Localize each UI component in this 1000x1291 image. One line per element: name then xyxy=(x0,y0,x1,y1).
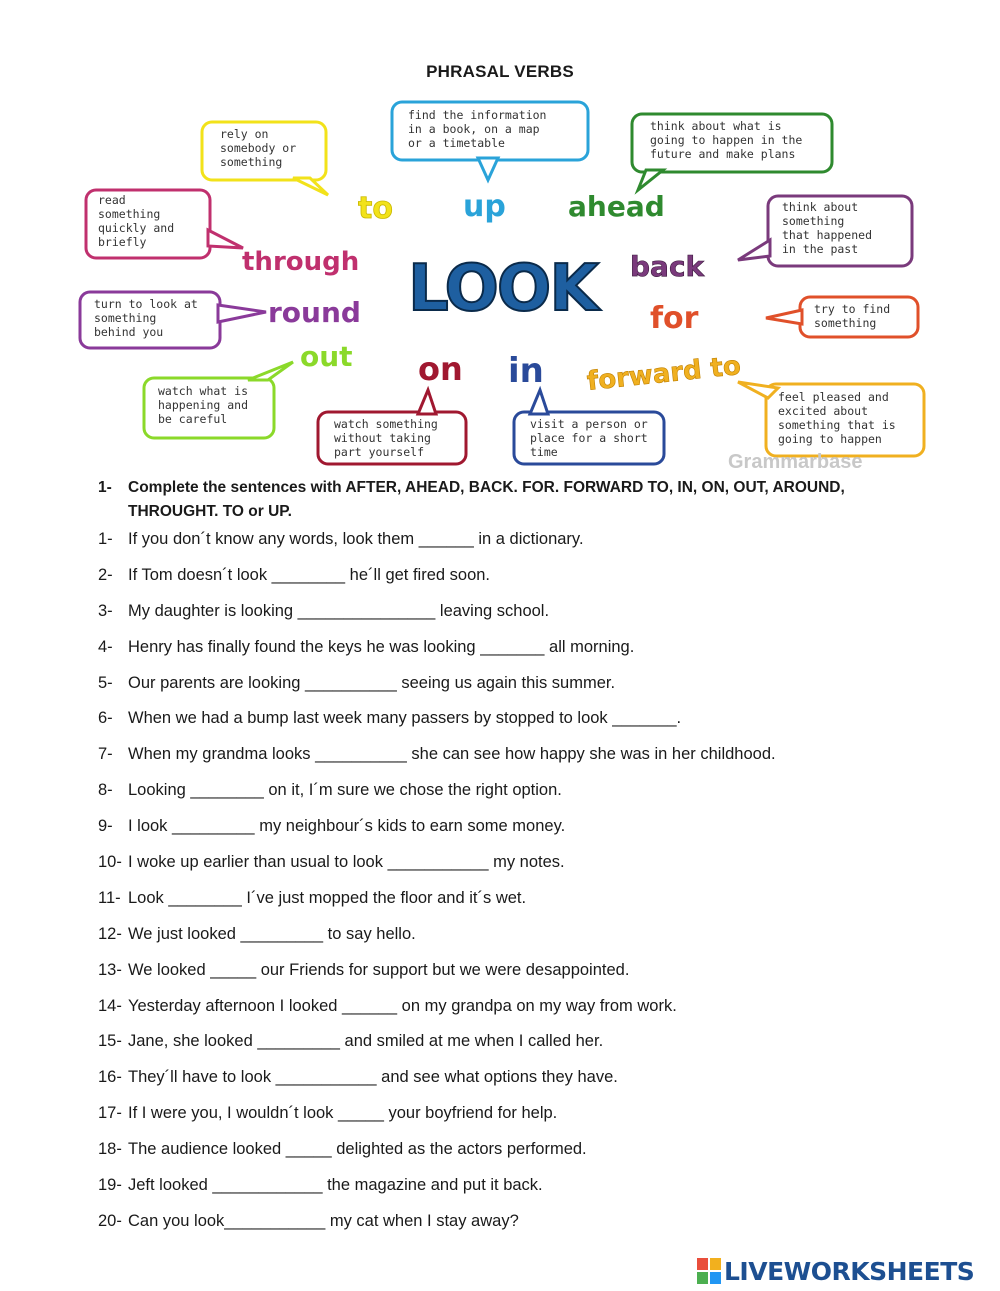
sentence-text: Jane, she looked _________ and smiled at me when I called her. xyxy=(128,1032,604,1051)
bubble-line: find the information xyxy=(408,108,547,122)
definition-bubble-round xyxy=(80,292,266,348)
sentence-text: Our parents are looking __________ seeing us again this summer. xyxy=(128,673,616,692)
sentence-item xyxy=(98,1173,958,1209)
sentence-number: 18- xyxy=(98,1140,122,1159)
sentence-item xyxy=(98,1065,958,1101)
bubble-line: watch something xyxy=(334,417,438,431)
sentence-text: Henry has finally found the keys he was looking _______ all morning. xyxy=(128,637,635,656)
bubble-line: something xyxy=(782,214,845,228)
svg-text:think about what isgoing to ha xyxy=(650,119,802,161)
phrasal-verbs-mindmap xyxy=(78,100,930,473)
sentence-item xyxy=(98,886,958,922)
bubble-line: or a timetable xyxy=(408,136,505,150)
watermark: Grammarbase xyxy=(728,451,863,473)
sentence-item xyxy=(98,527,958,563)
sentence-number: 9- xyxy=(98,817,113,836)
bubble-line: going to happen xyxy=(778,432,882,446)
bubble-line: going to happen in the xyxy=(650,133,803,147)
bubble-line: in the past xyxy=(782,242,859,256)
bubble-line: happening and xyxy=(158,398,249,412)
sentence-number: 12- xyxy=(98,924,122,943)
sentence-number: 6- xyxy=(98,709,113,728)
definition-bubble-up xyxy=(392,102,588,180)
bubble-line: think about what is xyxy=(650,119,782,133)
exercise-instruction xyxy=(98,476,928,524)
instruction-number: 1- xyxy=(98,479,112,496)
definition-bubble-on xyxy=(318,390,466,464)
sentence-item xyxy=(98,850,958,886)
sentence-text: My daughter is looking _______________ leaving school. xyxy=(128,601,550,620)
sentence-item xyxy=(98,1137,958,1173)
sentence-text: Can you look___________ my cat when I stay away? xyxy=(128,1211,519,1230)
bubble-line: something xyxy=(98,207,161,221)
sentence-item xyxy=(98,922,958,958)
bubble-line: that happened xyxy=(782,228,873,242)
sentence-item xyxy=(98,958,958,994)
sentence-item xyxy=(98,1209,958,1245)
verb-up: up xyxy=(463,189,506,224)
verb-to: to xyxy=(358,191,393,226)
svg-text:watch somethingwithout takingp xyxy=(334,417,438,459)
sentence-text: I look _________ my neighbour´s kids to earn some money. xyxy=(128,817,566,836)
sentence-number: 11- xyxy=(98,888,121,907)
sentence-text: Jeft looked ____________ the magazine and put it back. xyxy=(128,1176,543,1195)
bubble-line: somebody or xyxy=(220,141,297,155)
verb-ahead: ahead xyxy=(568,190,665,223)
sentence-list xyxy=(98,527,958,1245)
bubble-line: something xyxy=(814,316,877,330)
bubble-line: feel pleased and xyxy=(778,390,889,404)
liveworksheets-wordmark: LIVEWORKSHEETS xyxy=(724,1256,975,1286)
bubble-line: excited about xyxy=(778,404,869,418)
sentence-text: They´ll have to look ___________ and see what options they have. xyxy=(128,1068,618,1087)
sentence-item xyxy=(98,706,958,742)
sentence-number: 15- xyxy=(98,1032,122,1051)
sentence-number: 3- xyxy=(98,601,113,620)
verb-for: for xyxy=(650,301,699,336)
definition-bubble-back xyxy=(738,196,912,266)
sentence-item xyxy=(98,671,958,707)
sentence-item xyxy=(98,1101,958,1137)
sentence-item xyxy=(98,994,958,1030)
sentence-item xyxy=(98,563,958,599)
sentence-text: If I were you, I wouldn´t look _____ your boyfriend for help. xyxy=(128,1104,558,1123)
svg-text:feel pleased andexcited abouts xyxy=(778,390,896,446)
bubble-line: read xyxy=(98,193,126,207)
sentence-text: If you don´t know any words, look them ______ in a dictionary. xyxy=(128,530,584,548)
sentence-item xyxy=(98,742,958,778)
center-word-look: LOOK xyxy=(408,252,597,326)
verb-on: on xyxy=(418,350,463,388)
bubble-line: rely on xyxy=(220,127,269,141)
bubble-line: behind you xyxy=(94,325,164,339)
sentence-item xyxy=(98,814,958,850)
sentence-number: 16- xyxy=(98,1068,122,1087)
sentence-item xyxy=(98,599,958,635)
sentence-number: 14- xyxy=(98,996,122,1015)
liveworksheets-logo-icon xyxy=(697,1258,721,1284)
sentence-number: 7- xyxy=(98,745,113,764)
sentence-number: 8- xyxy=(98,781,113,800)
sentence-item xyxy=(98,778,958,814)
verb-out: out xyxy=(300,340,353,373)
sentence-text: We looked _____ our Friends for support but we were desappointed. xyxy=(128,960,630,979)
sentence-text: We just looked _________ to say hello. xyxy=(128,924,416,943)
verb-forward-to: forward to xyxy=(585,350,743,397)
sentence-item xyxy=(98,635,958,671)
sentence-text: The audience looked _____ delighted as the actors performed. xyxy=(128,1140,587,1159)
sentence-number: 10- xyxy=(98,853,122,872)
sentence-text: Yesterday afternoon I looked ______ on my grandpa on my way from work. xyxy=(128,996,677,1015)
sentence-text: If Tom doesn´t look ________ he´ll get fired soon. xyxy=(128,565,491,584)
bubble-line: briefly xyxy=(98,235,147,249)
sentence-number: 5- xyxy=(98,673,113,692)
bubble-line: something that is xyxy=(778,418,896,432)
sentence-number: 4- xyxy=(98,637,113,656)
bubble-line: try to find xyxy=(814,302,891,316)
verb-back: back xyxy=(630,250,705,283)
definition-bubble-to xyxy=(202,122,328,195)
bubble-line: place for a short xyxy=(530,431,648,445)
sentence-item xyxy=(98,1029,958,1065)
bubble-line: watch what is xyxy=(158,384,249,398)
definition-bubble-ahead xyxy=(632,114,832,190)
bubble-line: quickly and xyxy=(98,221,175,235)
definition-bubble-through xyxy=(86,190,243,258)
verb-in: in xyxy=(508,351,544,391)
bubble-line: be careful xyxy=(158,412,228,426)
sentence-number: 20- xyxy=(98,1211,122,1230)
sentence-text: When we had a bump last week many passers by stopped to look _______. xyxy=(128,709,682,728)
definition-bubble-in xyxy=(514,390,664,464)
bubble-line: without taking xyxy=(334,431,431,445)
page-title: PHRASAL VERBS xyxy=(426,62,574,81)
sentence-text: I woke up earlier than usual to look ___________ my notes. xyxy=(128,853,565,872)
sentence-number: 13- xyxy=(98,960,122,979)
verb-through: through xyxy=(242,247,360,277)
bubble-line: something xyxy=(220,155,283,169)
sentence-text: Looking ________ on it, I´m sure we chose the right option. xyxy=(128,781,562,800)
bubble-line: part yourself xyxy=(334,445,425,459)
sentence-number: 1- xyxy=(98,530,113,548)
sentence-number: 2- xyxy=(98,565,113,584)
bubble-line: something xyxy=(94,311,157,325)
bubble-line: turn to look at xyxy=(94,297,198,311)
definition-bubble-out xyxy=(144,362,293,438)
bubble-line: in a book, on a map xyxy=(408,122,540,136)
bubble-line: think about xyxy=(782,200,859,214)
bubble-line: time xyxy=(530,445,558,459)
sentence-text: Look ________ I´ve just mopped the floor and it´s wet. xyxy=(128,888,527,907)
definition-bubble-forward-to xyxy=(738,382,924,456)
liveworksheets-brand xyxy=(697,1256,974,1286)
sentence-number: 19- xyxy=(98,1176,122,1195)
definition-bubble-for xyxy=(766,297,918,337)
verb-round: round xyxy=(268,296,361,329)
bubble-line: visit a person or xyxy=(530,417,648,431)
bubble-line: future and make plans xyxy=(650,147,796,161)
sentence-text: When my grandma looks __________ she can see how happy she was in her childhood. xyxy=(128,745,776,764)
sentence-number: 17- xyxy=(98,1104,122,1123)
instruction-text: Complete the sentences with AFTER, AHEAD, BACK. FOR. FORWARD TO, IN, ON, OUT, AROUND, THROUGHT. TO or UP. xyxy=(128,479,845,520)
